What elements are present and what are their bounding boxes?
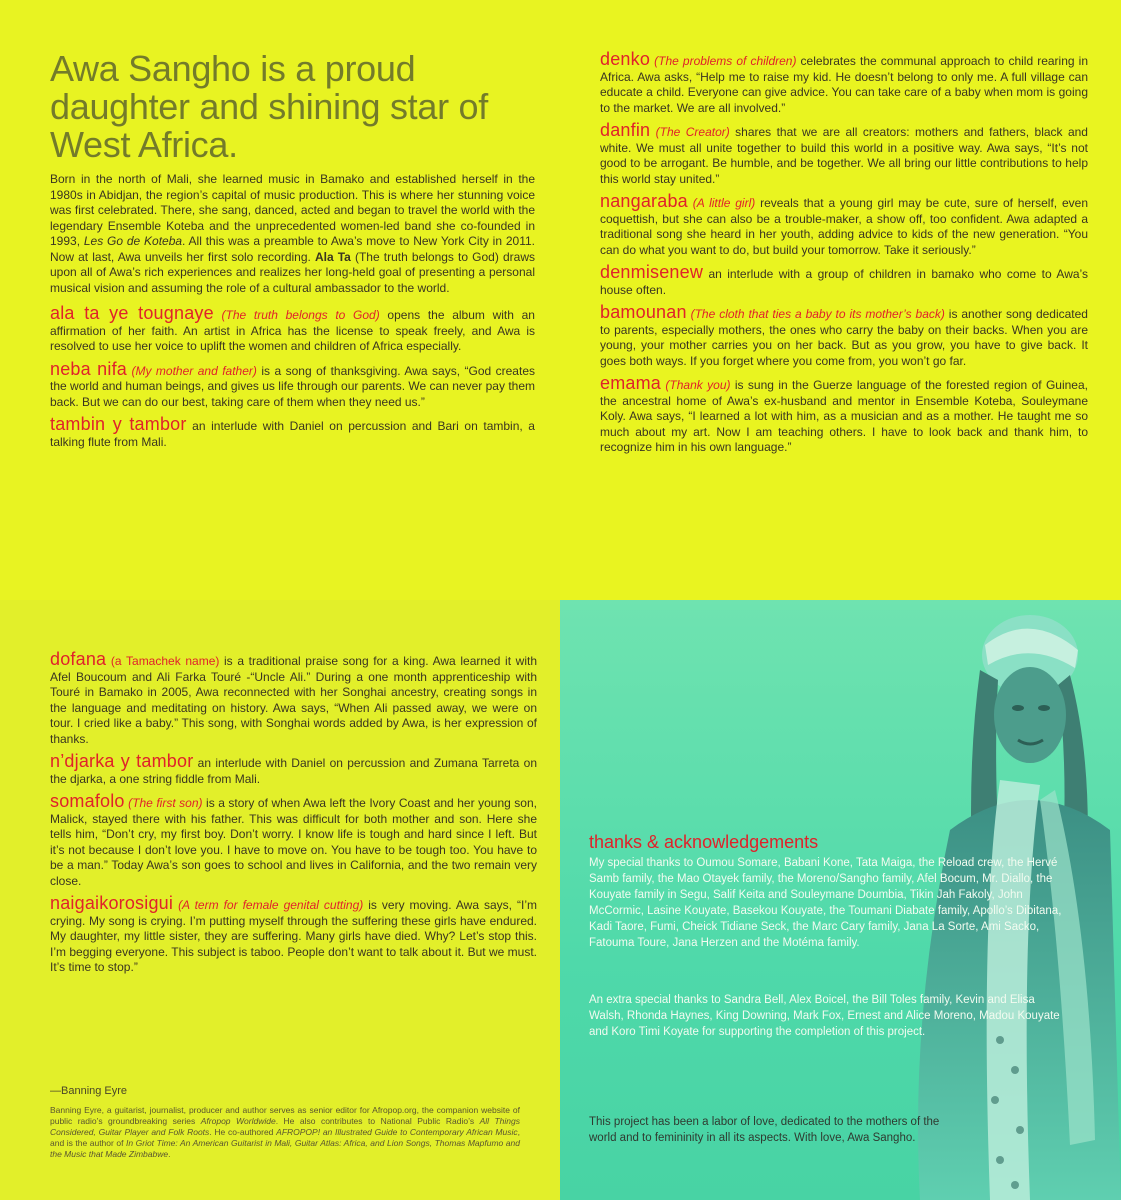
track-entry [50,303,535,355]
intro-band-name: Les Go de Koteba [83,234,183,248]
track-entry [600,191,1088,258]
bio-italic: In Griot Time: An American Guitarist in Mali, Guitar Atlas: Africa, and Lion Songs, Thomas Mapfumo and the Music that Made Zimbabwe [50,1138,520,1159]
track-description: is sung in the Guerze language of the forested region of Guinea, the ancestral home of Awa’s ex-husband and mentor in Ensemble Koteba, Souleymane Koly. Awa says, “I learned a lot with him, as a musician and as a mother. He taught me so much about my art. Now I am teaching others. I have to look back and thank him, to recognize him in his own language.” [600,378,1088,454]
track-description: celebrates the communal approach to child rearing in Africa. Awa asks, “Help me to raise my kid. He doesn’t belong to only me. A full village can educate a child. Everyone can give advice. You can take care of a baby when mom is going to the market. We are all involved.” [600,54,1088,115]
bio-italic: All Things Considered, Guitar Player and Folk Roots [50,1116,520,1137]
track-title: ala ta ye tougnaye [50,303,214,323]
track-title: nangaraba [600,191,688,211]
track-title: denmisenew [600,262,704,282]
track-description: is another song dedicated to parents, especially mothers, the ones who carry the baby on their backs. When you are young, your mother carries you on her back. But as you grow, you have to give back. It goes both ways. If you forget where you come from, you won’t go far. [600,307,1088,368]
track-entry [600,120,1088,187]
track-description: is very moving. Awa says, “I’m crying. My song is crying. I’m putting myself through the suffering these girls have endured. My daughter, my little sister, they are suffering. Many girls have died. Why? Let’s stop this. I’m begging everyone. This subject is taboo. People don’t want to talk about it. But we must. It’s time to stop.” [50,898,537,974]
track-description: reveals that a young girl may be cute, sure of herself, even coquettish, but she can also be a trouble-maker, a show off, too confident. Awa adapted a traditional song she heard in her youth, adding advice to kids of the new generation. “You can do what you want to do, but build your tomorrow. Take it seriously.” [600,196,1088,257]
track-title: emama [600,373,662,393]
track-description: shares that we are all creators: mothers and fathers, black and white. We must all unite together to build this world in a positive way. Awa says, “It’s not good to be arrogant. Be humble, and be together. We all bring our little contributions to help this world stay united.” [600,125,1088,186]
track-title: danfin [600,120,651,140]
track-description: an interlude with Daniel on percussion and Bari on tambin, a talking flute from Mali. [50,419,535,449]
track-title: tambin y tambor [50,414,187,434]
track-title: n’djarka y tambor [50,751,194,771]
track-entry [50,791,537,889]
track-subtitle: (The cloth that ties a baby to its mother’s back) [690,307,945,321]
track-description: an interlude with a group of children in bamako who come to Awa’s house often. [600,267,1088,297]
bio-italic: AFROPOP! an Illustrated Guide to Contemporary African Music [276,1127,518,1137]
track-description: is a story of when Awa left the Ivory Coast and her young son, Malick, stayed there with his father. This was difficult for both mother and son. Here she tells him, “Don’t cry, my first boy. Don’t worry. I know life is tough and hard since I left. But it’s not because I don’t love you. I have to move on. You have to be tough too. You have to be a man.” Today Awa’s son goes to school and lives in California, and the two remain very close. [50,796,537,888]
thanks-paragraph-1: My special thanks to Oumou Somare, Babani Kone, Tata Maiga, the Reload crew, the Hervé Samb family, the Mao Otayek family, the Moreno/Sangho family, Afel Bocum, Mr. Diallo, the Kouyate family in Segu, Salif Keita and Souleymane Doumbia, Tikin Jah Fakoly, John McCormic, Lasine Kouyate, Basekou Kouyate, the Toumani Diabate family, Apollo’s Dibitana, Kadi Taore, Fumi, Cheick Tidiane Seck, the Marc Cary family, Jana La Sorte, Ami Sacko, Fatouma Toure, Jana Herzen and the Motéma family. [589,857,1062,949]
track-subtitle: (The first son) [128,796,203,810]
track-entry [50,358,535,411]
closing-dedication: This project has been a labor of love, dedicated to the mothers of the world and to femininity in all its aspects. With love, Awa Sangho. [589,1116,940,1144]
track-title: neba nifa [50,358,127,379]
track-subtitle: (The truth belongs to God) [221,308,380,322]
bio-text: . He also contributes to National Public Radio’s [275,1116,480,1126]
intro-text-3: (The truth belongs to God) draws upon all of Awa’s rich experiences and realizes her long-held goal of presenting a personal musical vision and assuming the role of a cultural ambassador to the world. [50,249,535,295]
bio-text: . [168,1149,171,1159]
thanks-paragraph-2: An extra special thanks to Sandra Bell, Alex Boicel, the Bill Toles family, Kevin and Elisa Walsh, Rhonda Haynes, King Downing, Mark Fox, Ernest and Alice Moreno, Madou Kouyate and Koro Timi Koyate for supporting the completion of this project. [589,994,1060,1038]
bio-text: . He co-authored [209,1127,277,1137]
intro-album-name: Ala Ta [314,249,351,264]
track-entry [600,262,1088,298]
right-column-top [600,49,1088,463]
track-title: dofana [50,649,107,669]
author-bio [50,1105,520,1160]
track-subtitle: (My mother and father) [131,363,257,378]
track-title: naigaikorosigui [50,893,174,913]
bio-italic: Afropop Worldwide [200,1116,276,1126]
track-title: somafolo [50,791,125,811]
track-entry [50,893,537,976]
track-description: opens the album with an affirmation of her faith. An artist in Africa has the license to speak freely, and Awa is resolved to use her voice to uplift the women and children of Africa especially. [50,308,535,353]
thanks-heading: thanks & acknowledgements [589,832,819,852]
left-column-bottom [50,649,538,983]
track-description: is a traditional praise song for a king. Awa learned it with Afel Boucoum and Ali Farka Touré -“Uncle Ali.” During a one month apprenticeship with Touré in Bamako in 2005, Awa reconnected with her Songhai ancestry, creating songs in the language and meditating on history. Awa says, “When Ali passed away, we were on tour. I cried like a baby.” This song, with Songhai words added by Awa, is her expression of thanks. [50,654,538,746]
track-description: is a song of thanksgiving. Awa says, “God creates the world and human beings, and gives us life through our parents. We can never pay them back. But we can do our best, taking care of them when they need us.” [50,363,535,409]
track-entry [600,49,1088,116]
track-title: bamounan [600,302,687,322]
track-entry [600,373,1088,456]
intro-text-2: . All this was a preamble to Awa’s move to New York City in 2011. Now at last, Awa unveils her first solo recording. [50,234,535,264]
headline: Awa Sangho is a proud daughter and shining star of West Africa. [50,48,488,165]
track-entry [600,302,1088,369]
left-column-top [50,172,535,457]
track-subtitle: (The problems of children) [654,54,797,68]
track-entry [50,649,538,747]
track-subtitle: (The Creator) [655,125,730,139]
track-description: an interlude with Daniel on percussion and Zumana Tarreta on the djarka, a one string fiddle from Mali. [50,756,537,786]
track-subtitle: (a Tamachek name) [110,654,220,668]
bio-text: Banning Eyre, a guitarist, journalist, producer and author serves as senior editor for Afropop.org, the companion website of public radio’s groundbreaking series [50,1105,520,1126]
track-title: denko [600,49,651,69]
author-byline: —Banning Eyre [50,1085,128,1097]
track-entry [50,751,537,787]
bio-text: , and is the author of [50,1127,520,1148]
track-subtitle: (A term for female genital cutting) [178,898,364,912]
intro-paragraph [50,172,535,296]
track-subtitle: (A little girl) [692,196,756,210]
track-entry [50,414,535,450]
track-subtitle: (Thank you) [665,378,731,392]
intro-text-1: Born in the north of Mali, she learned music in Bamako and established herself in the 1980s in Abidjan, the region’s capital of music production. This is where her stunning voice was first celebrated. There, she sang, danced, acted and began to travel the world with the legendary Ensemble Koteba and the unprecedented women-led band she co-founded in 1993, [50,172,535,248]
